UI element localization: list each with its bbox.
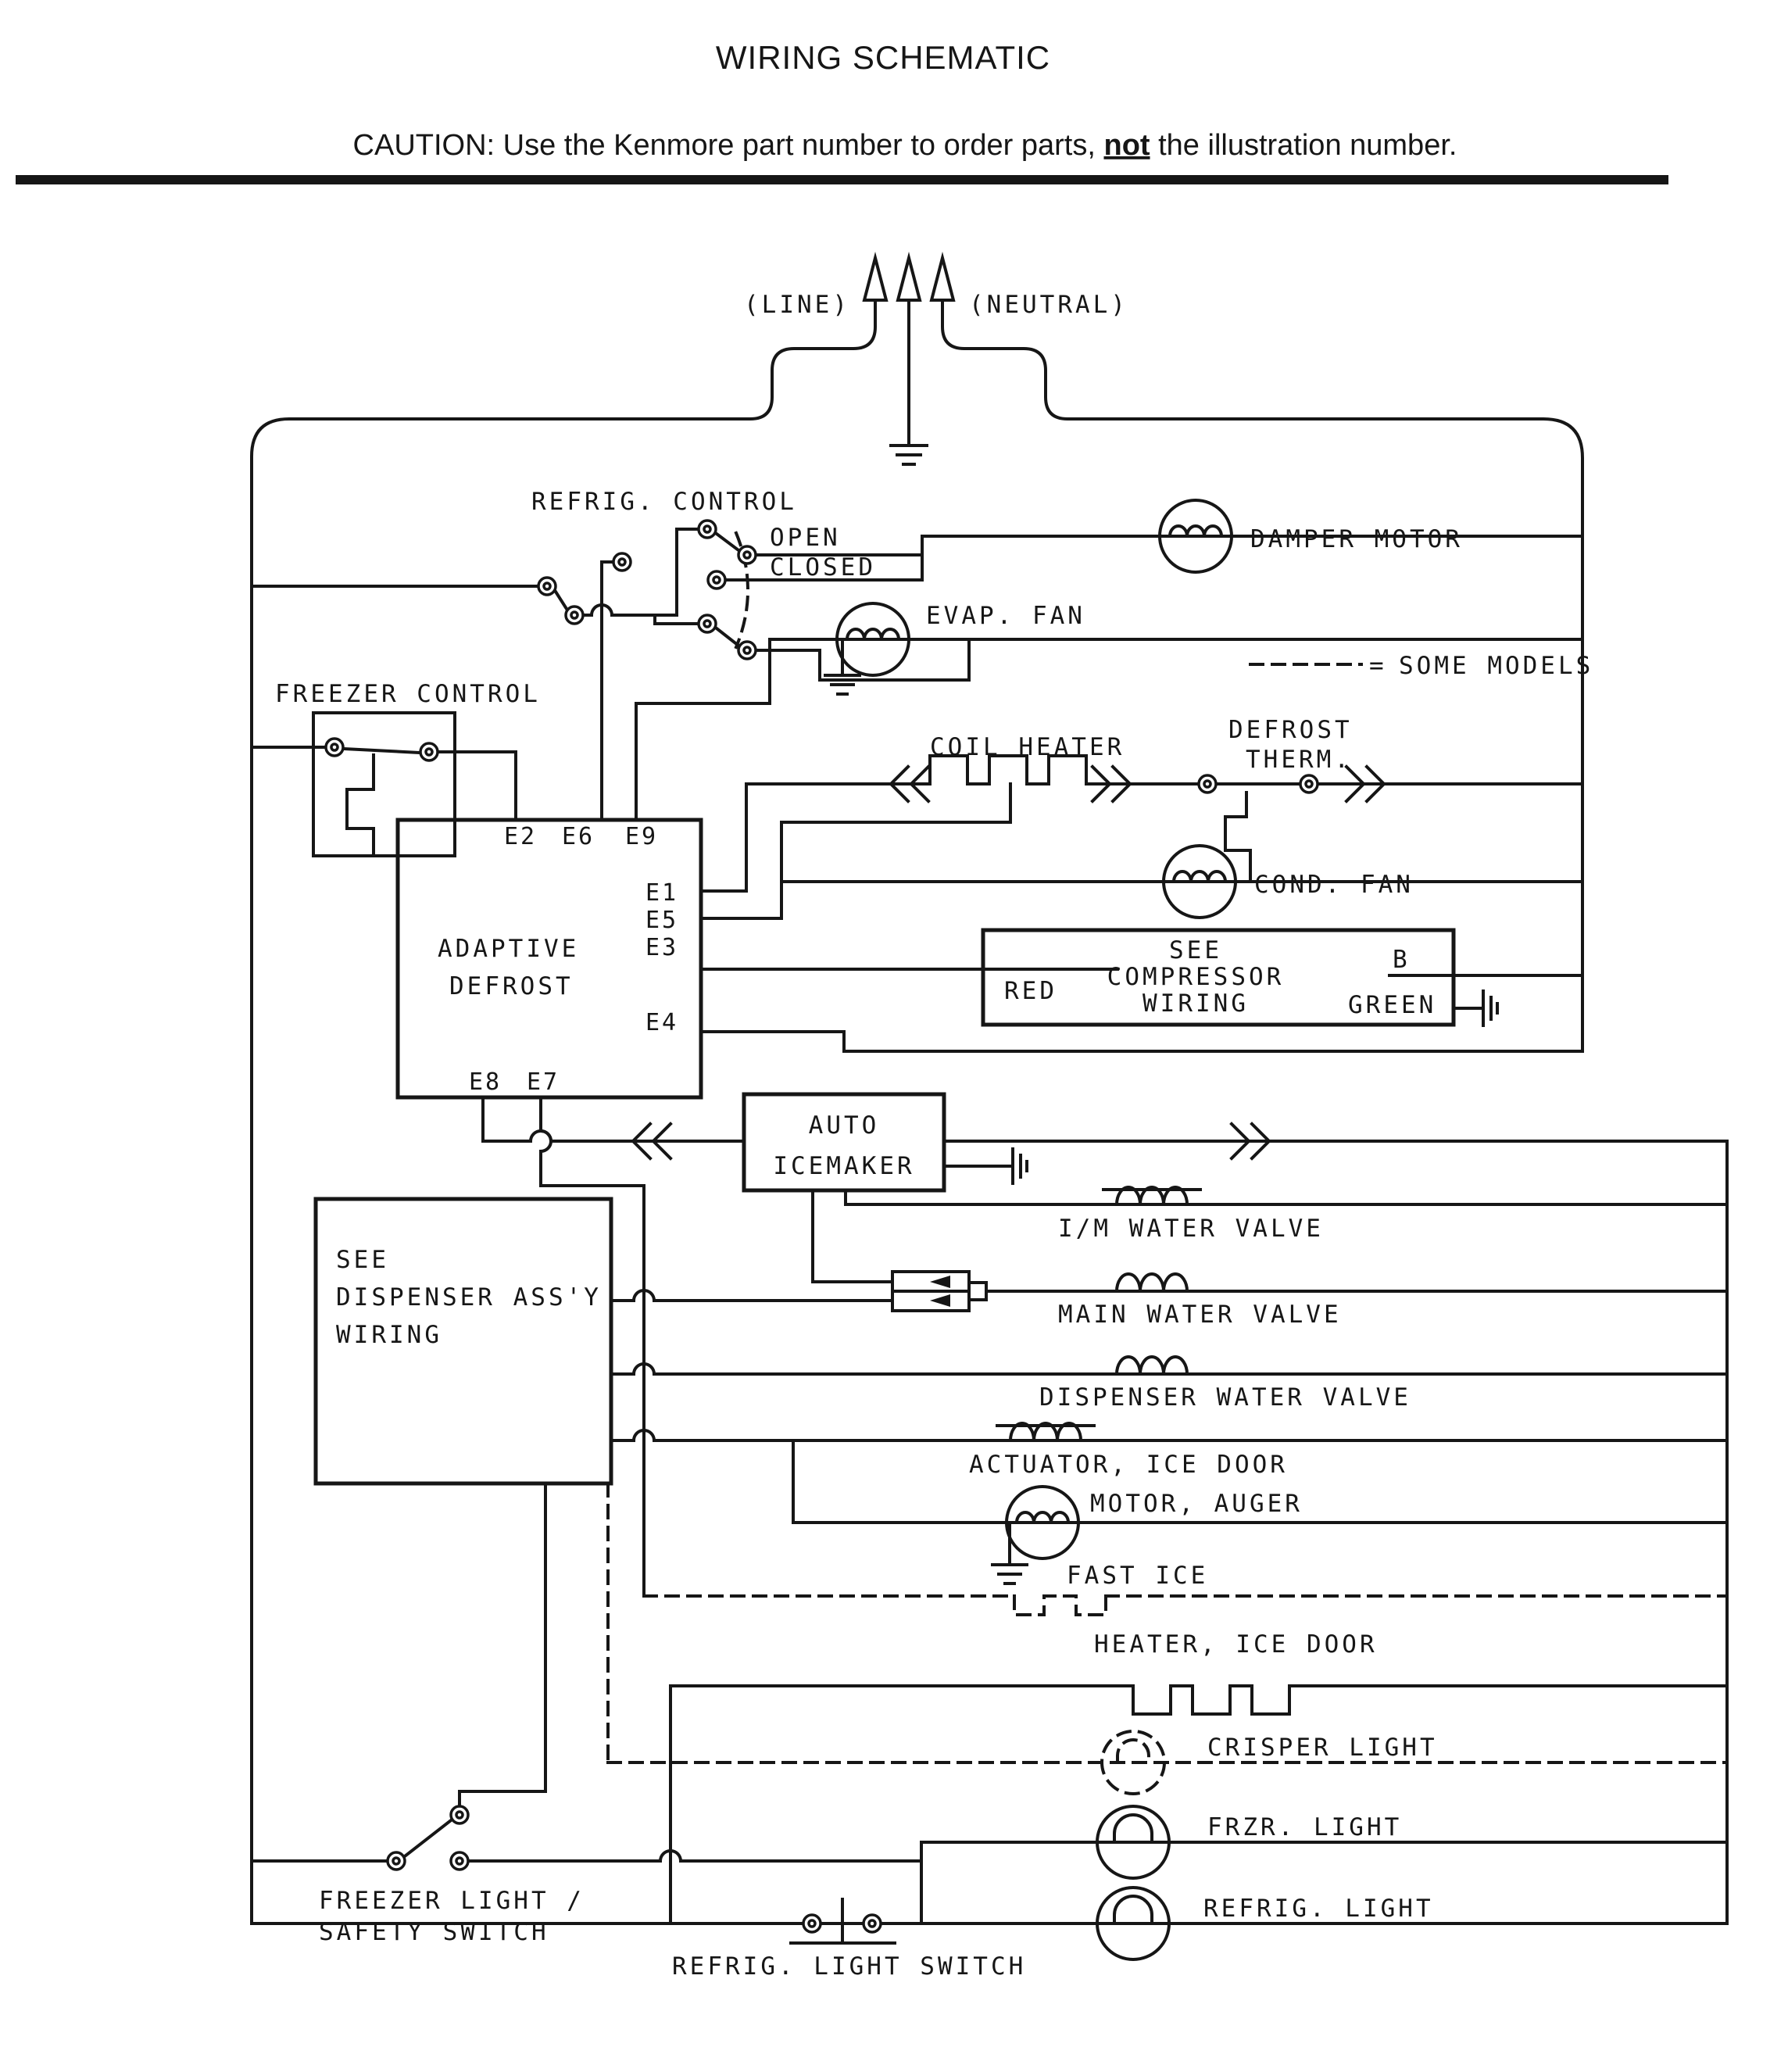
switch-blade bbox=[556, 592, 567, 609]
red-terminal-label: RED bbox=[1004, 977, 1057, 1005]
icemaker-rung-left bbox=[483, 1131, 744, 1141]
freezer-light-label-2: SAFETY SWITCH bbox=[319, 1918, 549, 1946]
ground-icon bbox=[891, 446, 927, 464]
switch-blade bbox=[344, 749, 420, 753]
e2-bus-wire bbox=[438, 752, 516, 820]
lamp-icon bbox=[1118, 1740, 1149, 1762]
evap-fan bbox=[636, 602, 1582, 820]
main-water-valve-label: MAIN WATER VALVE bbox=[1058, 1301, 1342, 1329]
compressor-label-3: WIRING bbox=[1143, 989, 1249, 1018]
e4-wire bbox=[701, 1032, 1582, 1051]
cond-fan-label: COND. FAN bbox=[1254, 871, 1414, 899]
heater-ice-door bbox=[670, 1630, 1727, 1923]
solenoid-coil-icon bbox=[1117, 1357, 1187, 1374]
upper-blade bbox=[717, 534, 738, 550]
therm-bimetal-icon bbox=[1225, 793, 1250, 882]
lower-blade bbox=[717, 628, 738, 646]
refrig-light-switch bbox=[672, 1899, 1026, 1981]
e9-bus-wire bbox=[636, 639, 770, 820]
b-terminal-label: B bbox=[1393, 946, 1411, 974]
ground-icon bbox=[992, 1565, 1027, 1584]
legend-label: SOME MODELS bbox=[1399, 652, 1594, 680]
icemaker-label-2: ICEMAKER bbox=[773, 1152, 915, 1180]
connector-stub bbox=[969, 1283, 986, 1300]
freezer-control-label: FREEZER CONTROL bbox=[275, 680, 541, 708]
terminal-e1: E1 bbox=[645, 879, 679, 907]
neutral-label: (NEUTRAL) bbox=[969, 291, 1128, 319]
green-terminal-label: GREEN bbox=[1348, 991, 1437, 1019]
safety-switch-feed-wire bbox=[460, 1483, 545, 1806]
adaptive-defrost-board bbox=[398, 820, 701, 1097]
defrost-therm-label-1: DEFROST bbox=[1228, 716, 1353, 744]
dispenser-assy bbox=[316, 1199, 611, 1806]
fast-ice-label: FAST ICE bbox=[1067, 1562, 1209, 1590]
lamp-icon bbox=[1114, 1896, 1152, 1923]
crisper-light-label: CRISPER LIGHT bbox=[1207, 1734, 1438, 1762]
terminal-e7: E7 bbox=[527, 1068, 560, 1096]
terminal-e4: E4 bbox=[645, 1009, 679, 1036]
bimetal-icon bbox=[347, 755, 374, 853]
refrig-light-switch-label: REFRIG. LIGHT SWITCH bbox=[672, 1952, 1027, 1981]
compressor-label-2: COMPRESSOR bbox=[1107, 963, 1285, 991]
terminal-e6: E6 bbox=[562, 823, 595, 850]
ground-icon bbox=[1013, 1149, 1027, 1183]
refrig-control-label: REFRIG. CONTROL bbox=[531, 488, 797, 516]
crisper-light bbox=[608, 1731, 1727, 1794]
terminal-e3: E3 bbox=[645, 934, 679, 961]
resistor-dashed-icon bbox=[1014, 1596, 1106, 1615]
coil-heater-circuit bbox=[701, 716, 1582, 918]
adaptive-label-1: ADAPTIVE bbox=[438, 935, 580, 963]
defrost-therm-label-2: THERM. bbox=[1246, 746, 1352, 774]
caution-note: CAUTION: Use the Kenmore part number to order parts, not the illustration number. bbox=[352, 129, 1457, 162]
icemaker-label-1: AUTO bbox=[808, 1111, 880, 1140]
auto-icemaker bbox=[483, 1094, 1727, 1596]
compressor-section bbox=[701, 930, 1582, 1051]
ground-icon bbox=[825, 675, 860, 694]
terminal-e2: E2 bbox=[504, 823, 538, 850]
feed-wire bbox=[611, 1290, 892, 1301]
damper-motor-label: DAMPER MOTOR bbox=[1250, 525, 1463, 553]
im-water-valve bbox=[846, 1187, 1727, 1243]
legend-equals: = bbox=[1369, 652, 1387, 680]
adaptive-label-2: DEFROST bbox=[449, 972, 574, 1000]
main-water-valve bbox=[611, 1272, 1727, 1329]
dispenser-label-2: DISPENSER ASS'Y bbox=[336, 1283, 602, 1312]
line-label: (LINE) bbox=[744, 291, 850, 319]
legend-some-models bbox=[1250, 652, 1593, 680]
dispenser-water-valve bbox=[611, 1357, 1727, 1412]
circuit-border bbox=[252, 300, 1727, 1923]
page-title: WIRING SCHEMATIC bbox=[715, 39, 1051, 76]
coil-heater-label: COIL HEATER bbox=[930, 733, 1125, 761]
dispenser-water-valve-label: DISPENSER WATER VALVE bbox=[1039, 1383, 1411, 1412]
dispenser-label-1: SEE bbox=[336, 1246, 389, 1274]
evap-fan-label: EVAP. FAN bbox=[926, 602, 1085, 630]
heater-ice-door-label: HEATER, ICE DOOR bbox=[1094, 1630, 1378, 1659]
line-arrow-icon bbox=[864, 258, 886, 300]
motor-auger-label: MOTOR, AUGER bbox=[1090, 1490, 1303, 1518]
contact-points bbox=[538, 521, 756, 659]
terminal-e9: E9 bbox=[625, 823, 659, 850]
neutral-arrow-icon bbox=[932, 258, 953, 300]
actuator-ice-door-label: ACTUATOR, ICE DOOR bbox=[969, 1451, 1288, 1479]
frzr-light bbox=[921, 1806, 1727, 1878]
ground-arrow-icon bbox=[898, 258, 920, 300]
open-label: OPEN bbox=[770, 524, 841, 552]
rung bbox=[611, 1430, 1727, 1440]
im-water-valve-label: I/M WATER VALVE bbox=[1058, 1215, 1324, 1243]
fast-ice bbox=[644, 1562, 1727, 1615]
frzr-light-label: FRZR. LIGHT bbox=[1207, 1813, 1403, 1841]
freezer-control-box bbox=[313, 713, 455, 856]
freezer-light-label-1: FREEZER LIGHT / bbox=[319, 1887, 585, 1915]
damper-motor bbox=[1160, 500, 1463, 572]
e1-wire bbox=[701, 784, 930, 891]
terminal-e8: E8 bbox=[469, 1068, 502, 1096]
compressor-label-1: SEE bbox=[1169, 936, 1222, 964]
output-wire bbox=[470, 1851, 921, 1861]
e7-bus-wire bbox=[541, 1097, 644, 1596]
actuator-ice-door bbox=[611, 1423, 1727, 1479]
solenoid-coil-icon bbox=[1117, 1274, 1187, 1291]
lamp-icon bbox=[1114, 1815, 1152, 1842]
terminal-e5: E5 bbox=[645, 907, 679, 934]
rung bbox=[611, 1364, 1727, 1374]
power-entry bbox=[744, 258, 1128, 464]
connector-arrow-icon bbox=[930, 1294, 950, 1307]
switch-blade bbox=[405, 1820, 451, 1856]
ground-icon bbox=[1483, 991, 1497, 1025]
cond-fan bbox=[781, 846, 1582, 918]
dispenser-label-3: WIRING bbox=[336, 1321, 442, 1349]
header-divider bbox=[16, 175, 1668, 184]
refrig-light-label: REFRIG. LIGHT bbox=[1203, 1895, 1434, 1923]
connector-arrow-icon bbox=[930, 1276, 950, 1288]
closed-label: CLOSED bbox=[770, 553, 876, 582]
resistor-icon bbox=[1133, 1686, 1289, 1714]
